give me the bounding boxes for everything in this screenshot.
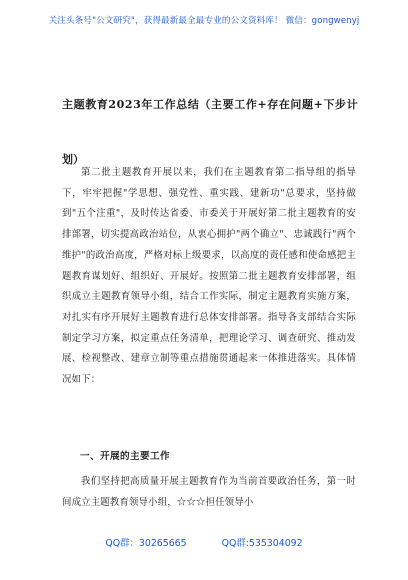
page-title: 主题教育2023年工作总结（主要工作+存在问题+下步计: [62, 98, 359, 111]
footer-qq-group-1: QQ群：30265665: [105, 538, 187, 549]
paragraph-text: 我们坚持把高质量开展主题教育作为当前首要政治任务，第一时间成立主题教育领导小组，☆☆☆担任领导小: [62, 476, 356, 508]
body-paragraph-2: [62, 472, 356, 513]
page-title-continuation: 划）: [62, 153, 84, 166]
footer-qq-group-2: QQ群:535304092: [221, 538, 303, 549]
footer: [0, 535, 408, 549]
header-note: 关注头条号"公文研究"，获得最新最全最专业的公文资料库！ 微信：gongwenyj: [48, 16, 360, 26]
body-paragraph-1: [62, 163, 356, 391]
paragraph-text: 第二批主题教育开展以来，我们在主题教育第二指导组的指导下，牢牢把握"学思想、强党性、重实践、建新功"总要求，坚持做到"五个注重"，及时传达省委、市委关于开展好第二批主题教育的安排部署，切实提高政治站位，从衷心拥护"两个确立"、忠诚践行"两个维护"的政治高度，严格对标上级要求，以高度的责任感和使命感把主题教育谋划好、组织好、开展好。按照第二批主题教育安排部署，组织成立主题教育领导小组，结合工作实际，制定主题教育实施方案，对扎实有序开展好主题教育进行总体安排部署。指导各支部结合实际制定学习方案，拟定重点任务清单，把理论学习、调查研究、推动发展、检视整改、建章立制等重点措施贯通起来一体推进落实。具体情况如下：: [62, 167, 356, 386]
section-heading: 一、开展的主要工作: [80, 451, 170, 462]
